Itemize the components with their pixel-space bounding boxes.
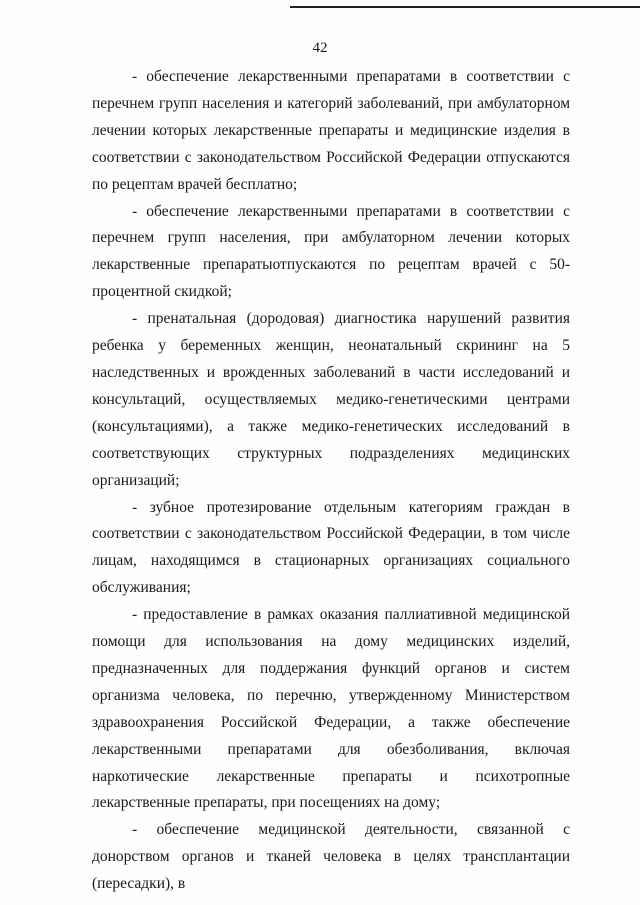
paragraph-drug-provision-discount: - обеспечение лекарственными препаратами в соответствии с перечнем групп населения, при амбулаторном лечении которых лекарственные препаратыотпускаются по рецептам врачей с 50-процентной скидкой; xyxy=(92,202,570,301)
paragraph-dental-prosthetics: - зубное протезирование отдельным категориям граждан в соответствии с законодательством Российской Федерации, в том числе лицам, находящимся в стационарных организациях социального обслуживания; xyxy=(92,498,570,597)
paragraph-drug-provision-free: - обеспечение лекарственными препаратами в соответствии с перечнем групп населения и категорий заболеваний, при амбулаторном лечении которых лекарственные препараты и медицинские изделия в соответствии с законодательством Российской Федерации отпускаются по рецептам врачей бесплатно; xyxy=(92,68,570,193)
page-number: 42 xyxy=(312,40,328,56)
top-rule xyxy=(290,6,640,8)
paragraph-organ-donation: - обеспечение медицинской деятельности, связанной с донорством органов и тканей человека в целях трансплантации (пересадки), в xyxy=(92,821,570,893)
paragraph-palliative-care: - предоставление в рамках оказания паллиативной медицинской помощи для использования на дому медицинских изделий, предназначенных для поддержания функций органов и систем организма человека, по перечню, утвержденному Министерством здравоохранения Российской Федерации, а также обеспечение лекарственными препаратами для обезболивания, включая наркотические лекарственные препараты и психотропные лекарственные препараты, при посещениях на дому; xyxy=(92,606,570,812)
body-text xyxy=(92,64,570,898)
paragraph-prenatal-diagnostics: - пренатальная (дородовая) диагностика нарушений развития ребенка у беременных женщин, неонатальный скрининг на 5 наследственных и врожденных заболеваний в части исследований и консультаций, осуществляемых медико-генетическими центрами (консультациями), а также медико-генетических исследований в соответствующих структурных подразделениях медицинских организаций; xyxy=(92,310,570,489)
